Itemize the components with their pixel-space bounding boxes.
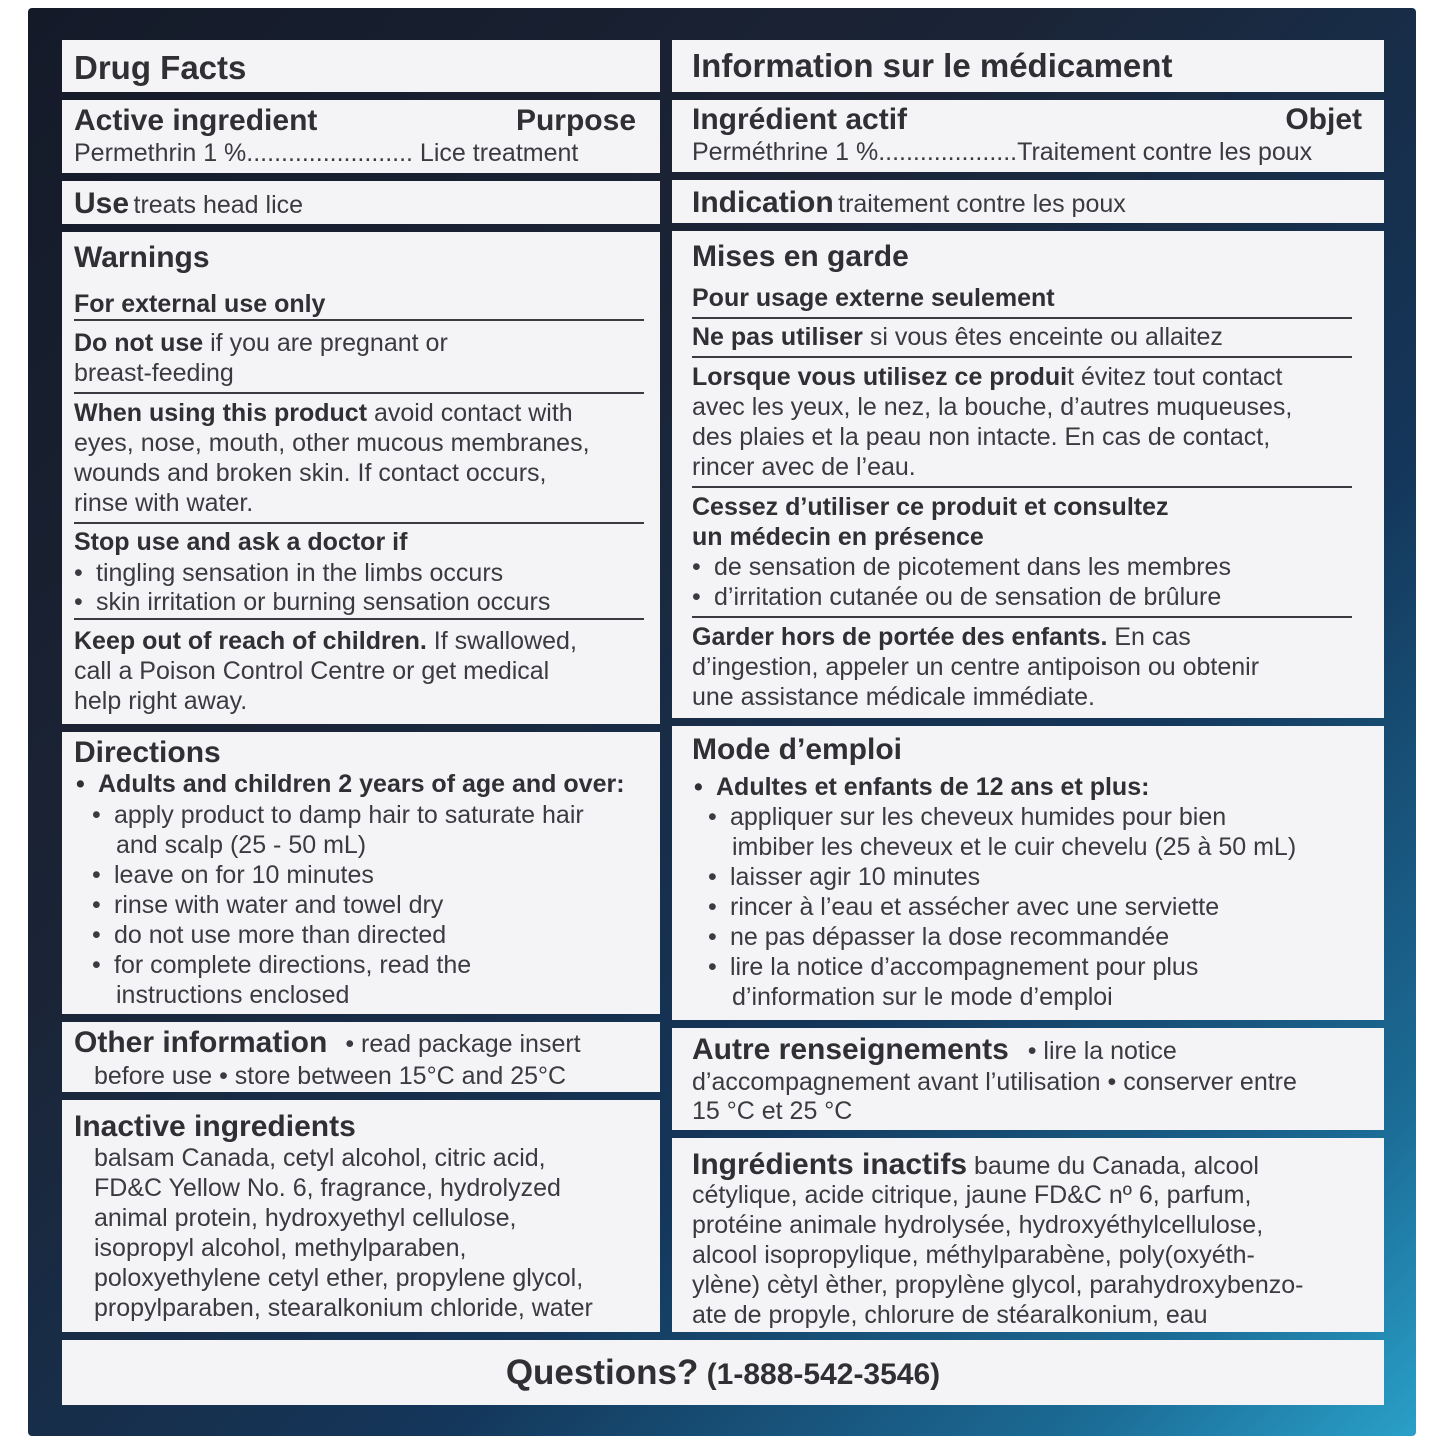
fr-use-heading: Indication (692, 186, 834, 219)
en-use-line (74, 189, 303, 219)
en-inactive-line: propylparaben, stearalkonium chloride, water (94, 1294, 593, 1322)
fr-when-line-2: des plaies et la peau non intacte. En cas de contact, (692, 423, 1271, 451)
en-inactive-box (62, 1100, 660, 1332)
fr-directions-item: • appliquer sur les cheveux humides pour bien (708, 803, 1227, 831)
en-active-box (62, 100, 660, 173)
fr-stop-item: • d’irritation cutanée ou de sensation de brûlure (692, 583, 1222, 611)
fr-stop-heading-1: un médecin en présence (692, 523, 984, 551)
en-inactive-line: animal protein, hydroxyethyl cellulose, (94, 1204, 517, 1232)
fr-donot-bold: Ne pas utiliser (692, 323, 863, 351)
en-directions-item: • do not use more than directed (92, 921, 447, 949)
en-when-line-2: wounds and broken skin. If contact occurs, (74, 459, 547, 487)
fr-inactive-heading: Ingrédients inactifs (692, 1148, 968, 1181)
fr-when-line-1: avec les yeux, le nez, la bouche, d’autres muqueuses, (692, 393, 1293, 421)
en-directions-item: • for complete directions, read the (92, 951, 472, 979)
fr-inactive-line: protéine animale hydrolysée, hydroxyéthylcellulose, (692, 1211, 1264, 1239)
fr-warnings-heading: Mises en garde (692, 240, 909, 273)
fr-inactive-line-0: Ingrédients inactifs baume du Canada, alcool (692, 1148, 1259, 1181)
divider (74, 319, 644, 321)
en-other-line-1: before use • store between 15°C and 25°C (94, 1062, 567, 1090)
en-donot-text: if you are pregnant or (203, 329, 448, 357)
divider (74, 522, 644, 524)
fr-stop-item: • de sensation de picotement dans les membres (692, 553, 1231, 581)
en-donot-line (74, 331, 448, 356)
en-inactive-heading: Inactive ingredients (74, 1110, 356, 1143)
en-warnings-heading: Warnings (74, 241, 210, 274)
en-title: Drug Facts (74, 49, 247, 86)
fr-other-box (672, 1028, 1384, 1130)
en-active-line: Permethrin 1 %........................ Lice treatment (74, 139, 579, 167)
fr-stop-heading-0: Cessez d’utiliser ce produit et consultez (692, 493, 1169, 521)
fr-use-line (692, 188, 1126, 218)
en-use-heading: Use (74, 187, 130, 220)
fr-warnings-box (672, 231, 1384, 718)
fr-title: Information sur le médicament (692, 47, 1173, 84)
divider (74, 392, 644, 394)
divider (74, 618, 644, 620)
en-donot-bold: Do not use (74, 329, 204, 357)
en-directions-heading: Directions (74, 736, 221, 769)
fr-external-use: Pour usage externe seulement (692, 284, 1055, 312)
fr-keep-line-2: une assistance médicale immédiate. (692, 683, 1095, 711)
fr-use-text: traitement contre les poux (838, 190, 1126, 218)
fr-when-line-0: Lorsque vous utilisez ce produit évitez tout contact (692, 363, 1283, 391)
en-keep-line-1: call a Poison Control Centre or get medical (74, 657, 550, 685)
fr-inactive-line: cétylique, acide citrique, jaune FD&C nº 6, parfum, (692, 1181, 1252, 1209)
fr-directions-item: d’information sur le mode d’emploi (732, 983, 1113, 1011)
en-when-bold: When using this product (74, 399, 368, 427)
fr-when-bold: Lorsque vous utilisez ce produi (692, 363, 1068, 391)
questions-label: Questions? (505, 1353, 699, 1392)
fr-other-line-2: 15 °C et 25 °C (692, 1097, 853, 1125)
en-inactive-line: balsam Canada, cetyl alcohol, citric acid, (94, 1144, 546, 1172)
fr-directions-item: • ne pas dépasser la dose recommandée (708, 923, 1170, 951)
en-title-box (62, 40, 660, 92)
en-purpose-heading: Purpose (515, 104, 636, 137)
en-warnings-box (62, 232, 660, 724)
fr-directions-sub: • Adultes et enfants de 12 ans et plus: (694, 773, 1150, 801)
en-keep-line-0: Keep out of reach of children. If swallowed, (74, 627, 577, 655)
en-directions-item: and scalp (25 - 50 mL) (116, 831, 367, 859)
fr-when-line-3: rincer avec de l’eau. (692, 453, 916, 481)
en-directions-item: • rinse with water and towel dry (92, 891, 444, 919)
en-keep-bold: Keep out of reach of children. (74, 627, 427, 655)
en-other-box (62, 1022, 660, 1092)
fr-directions-item: imbiber les cheveux et le cuir chevelu (25 à 50 mL) (732, 833, 1297, 861)
en-directions-sub: • Adults and children 2 years of age and over: (76, 770, 625, 798)
en-keep-line-2: help right away. (74, 687, 248, 715)
fr-keep-bold: Garder hors de portée des enfants. (692, 623, 1108, 651)
en-external-use: For external use only (74, 290, 326, 318)
fr-inactive-line: alcool isopropylique, méthylparabène, poly(oxyéth- (692, 1241, 1255, 1269)
fr-other-heading: Autre renseignements (692, 1033, 1009, 1066)
en-use-box (62, 181, 660, 224)
en-other-line-0: Other information • read package insert (74, 1026, 581, 1059)
fr-inactive-line: ate de propyle, chlorure de stéaralkonium, eau (692, 1301, 1208, 1329)
fr-other-line-1: d’accompagnement avant l’utilisation • conserver entre (692, 1068, 1297, 1096)
en-stop-heading: Stop use and ask a doctor if (74, 528, 408, 556)
en-active-heading: Active ingredient (74, 104, 318, 137)
en-directions-box (62, 732, 660, 1014)
fr-donot-line: Ne pas utiliser si vous êtes enceinte ou allaitez (692, 323, 1223, 351)
fr-directions-item: • rincer à l’eau et assécher avec une serviette (708, 893, 1220, 921)
fr-inactive-box (672, 1138, 1384, 1332)
en-inactive-line: FD&C Yellow No. 6, fragrance, hydrolyzed (94, 1174, 561, 1202)
fr-keep-line-0: Garder hors de portée des enfants. En cas (692, 623, 1191, 651)
fr-use-box (672, 180, 1384, 223)
en-when-text-0: avoid contact with (367, 399, 573, 427)
fr-keep-line-1: d’ingestion, appeler un centre antipoison ou obtenir (692, 653, 1260, 681)
divider (692, 486, 1352, 488)
en-use-text: treats head lice (133, 191, 304, 219)
questions-line (62, 1355, 1384, 1390)
en-donot-line2: breast-feeding (74, 359, 234, 387)
en-inactive-line: poloxyethylene cetyl ether, propylene glycol, (94, 1264, 584, 1292)
en-stop-item: • skin irritation or burning sensation occurs (74, 588, 551, 616)
fr-active-line: Perméthrine 1 %....................Traitement contre les poux (692, 138, 1313, 166)
fr-purpose-heading: Objet (1285, 103, 1362, 136)
en-when-line-3: rinse with water. (74, 489, 254, 517)
en-directions-item: • leave on for 10 minutes (92, 861, 374, 889)
divider (692, 616, 1352, 618)
en-inactive-line: isopropyl alcohol, methylparaben, (94, 1234, 467, 1262)
fr-active-box (672, 100, 1384, 172)
en-when-line-1: eyes, nose, mouth, other mucous membranes, (74, 429, 590, 457)
fr-directions-item: • laisser agir 10 minutes (708, 863, 981, 891)
fr-inactive-line: ylène) cètyl èther, propylène glycol, parahydroxybenzo- (692, 1271, 1304, 1299)
questions-box (62, 1340, 1384, 1405)
en-stop-item: • tingling sensation in the limbs occurs (74, 559, 504, 587)
en-directions-item: • apply product to damp hair to saturate hair (92, 801, 584, 829)
fr-title-box (672, 40, 1384, 92)
divider (692, 356, 1352, 358)
en-when-line-0 (74, 401, 573, 426)
questions-phone: (1-888-542-3546) (698, 1358, 941, 1391)
fr-directions-box (672, 726, 1384, 1020)
fr-directions-item: • lire la notice d’accompagnement pour plus (708, 953, 1199, 981)
fr-other-line-0: Autre renseignements • lire la notice (692, 1033, 1177, 1066)
en-other-heading: Other information (74, 1026, 328, 1059)
fr-directions-heading: Mode d’emploi (692, 733, 902, 766)
fr-active-heading: Ingrédient actif (692, 103, 908, 136)
divider (692, 317, 1352, 319)
en-directions-item: instructions enclosed (116, 981, 350, 1009)
